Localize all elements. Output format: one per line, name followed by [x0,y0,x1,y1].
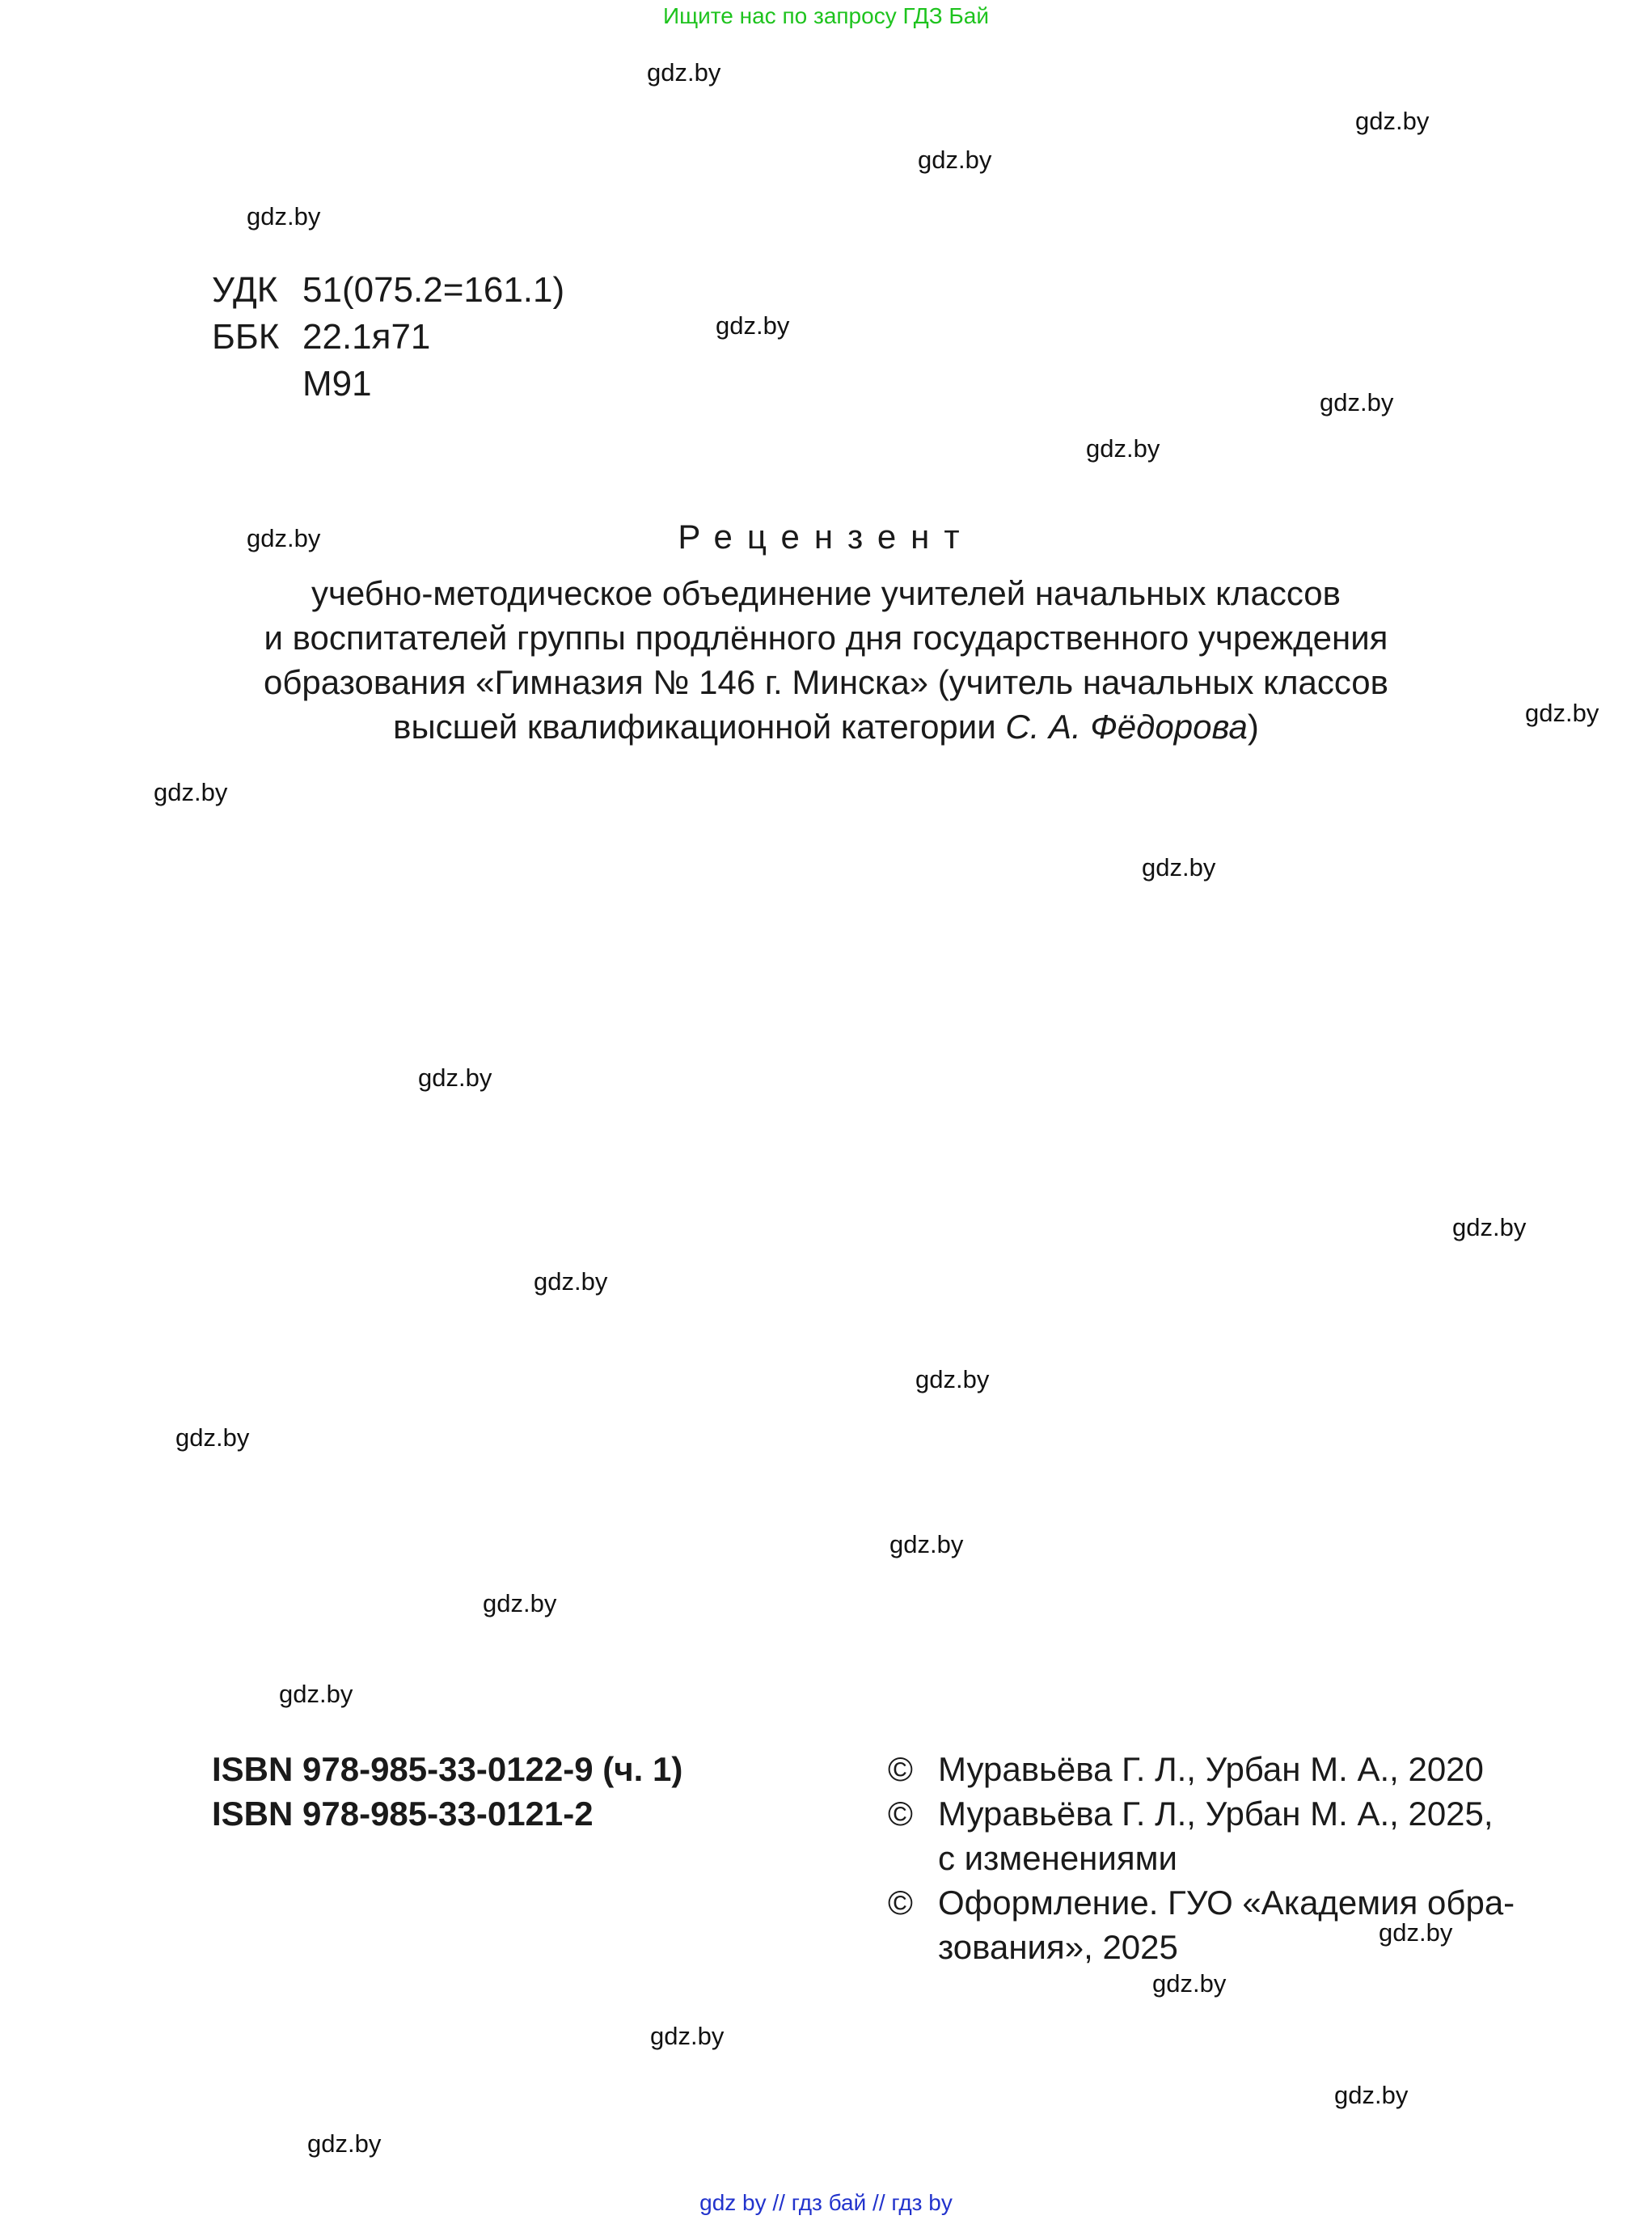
udk-line [212,267,564,314]
copyright-entry [888,1747,1515,1791]
copyright-entry [888,1791,1515,1880]
watermark: gdz.by [1452,1213,1527,1241]
watermark: gdz.by [175,1423,250,1452]
watermark: gdz.by [247,202,321,230]
reviewer-line-suffix: ) [1247,708,1259,746]
footer-links: gdz by // гдз бай // гдз by [699,2190,953,2215]
copyright-block [888,1747,1515,1969]
author-mark: М91 [302,364,372,404]
copyright-line: Муравьёва Г. Л., Урбан М. А., 2025, [938,1795,1494,1833]
reviewer-line: и воспитателей группы продлённого дня государственного учреждения [264,619,1388,657]
watermark: gdz.by [1334,2081,1409,2109]
reviewer-last-line [0,704,1652,749]
watermark: gdz.by [247,524,321,552]
watermark: gdz.by [1320,388,1394,416]
reviewer-line: образования «Гимназия № 146 г. Минска» (учитель начальных классов [264,663,1388,701]
reviewer-text [0,571,1652,749]
watermark: gdz.by [647,58,721,87]
bbk-label: ББК [212,317,280,357]
copyright-line: с изменениями [938,1839,1177,1877]
author-mark-line [212,361,372,408]
watermark: gdz.by [889,1530,964,1558]
watermark: gdz.by [1355,107,1430,135]
reviewer-line-prefix: высшей квалификационной категории [393,708,1006,746]
watermark: gdz.by [534,1267,608,1296]
watermark: gdz.by [1379,1918,1453,1947]
watermark: gdz.by [716,311,790,340]
copyright-line: Муравьёва Г. Л., Урбан М. А., 2020 [938,1750,1484,1788]
watermark: gdz.by [1525,699,1599,727]
udk-label: УДК [212,270,278,310]
copyright-line: зования», 2025 [938,1928,1178,1966]
copyright-line: Оформление. ГУО «Академия обра- [938,1884,1515,1922]
copyright-symbol: © [888,1884,913,1922]
watermark: gdz.by [1152,1969,1227,1998]
watermark: gdz.by [650,2022,725,2050]
watermark: gdz.by [418,1063,492,1092]
isbn-part: ISBN 978-985-33-0122-9 (ч. 1) [212,1750,683,1788]
reviewer-name: С. А. Фёдорова [1005,708,1248,746]
bbk-line [212,314,430,361]
isbn-set: ISBN 978-985-33-0121-2 [212,1795,594,1833]
search-banner: Ищите нас по запросу ГДЗ Бай [662,3,990,28]
watermark: gdz.by [483,1589,557,1617]
copyright-symbol: © [888,1750,913,1788]
reviewer-line: учебно-методическое объединение учителей начальных классов [311,574,1341,612]
copyright-entry [888,1880,1515,1969]
bbk-value: 22.1я71 [302,317,431,357]
watermark: gdz.by [279,1680,353,1708]
copyright-symbol: © [888,1795,913,1833]
watermark: gdz.by [918,146,992,174]
udk-value: 51(075.2=161.1) [302,270,565,310]
reviewer-title: Рецензент [678,518,974,556]
watermark: gdz.by [154,778,228,806]
watermark: gdz.by [307,2129,382,2158]
watermark: gdz.by [1086,434,1160,463]
watermark: gdz.by [915,1365,990,1393]
watermark: gdz.by [1142,853,1216,882]
